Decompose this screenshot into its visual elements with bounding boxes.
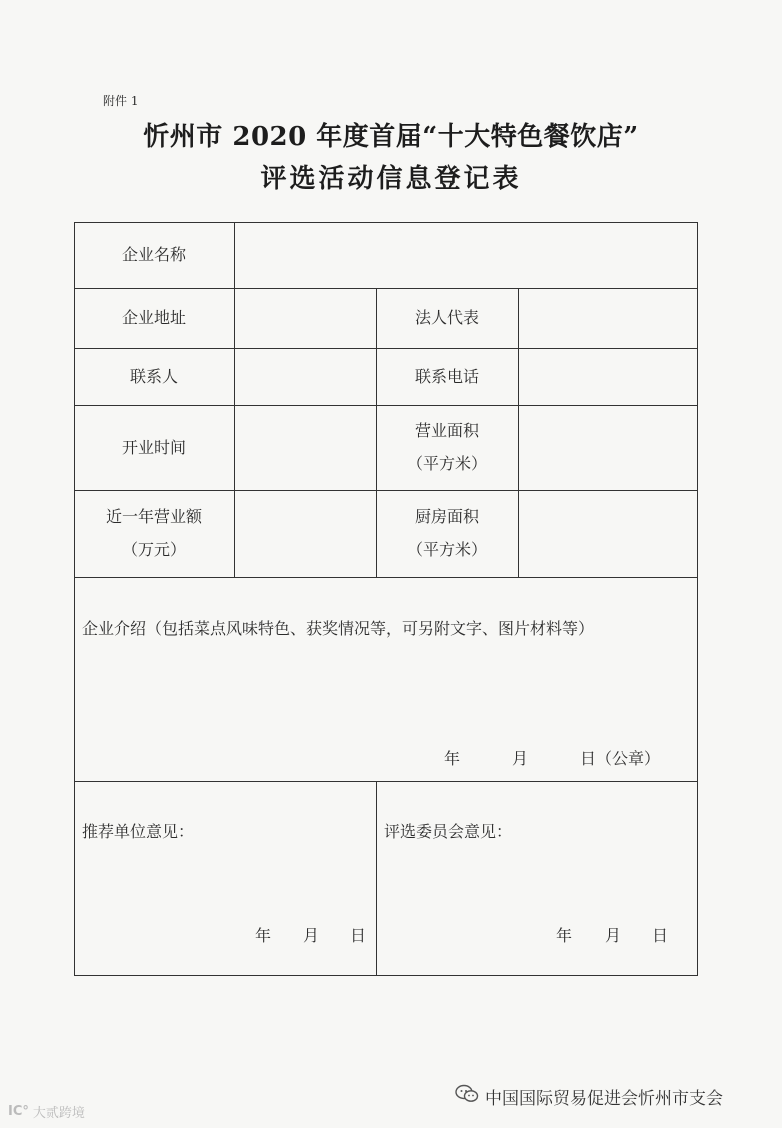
table-border-right: [697, 222, 698, 976]
contact-phone-label: 联系电话: [414, 366, 479, 386]
company-name-field[interactable]: [235, 223, 697, 288]
source-footer: [455, 1084, 723, 1109]
recommend-date-month: 月: [303, 926, 320, 945]
company-intro-label: 企业介绍（包括菜点风味特色、获奖情况等，可另附文字、图片材料等）: [82, 619, 595, 638]
committee-date-day: 日: [652, 926, 669, 945]
annual-revenue-field[interactable]: [235, 491, 376, 577]
company-address-label: 企业地址: [121, 308, 186, 327]
watermark-logo-icon: IC°: [8, 1104, 29, 1119]
contact-field[interactable]: [235, 349, 376, 405]
table-rule: [74, 577, 698, 578]
legal-rep-label: 法人代表: [414, 308, 479, 327]
table-border-bottom: [74, 975, 698, 976]
intro-date-month: 月: [512, 749, 529, 768]
wechat-icon: [455, 1084, 479, 1109]
company-name-label: 企业名称: [121, 245, 186, 264]
intro-date-day: 日（公章）: [580, 749, 661, 768]
document-title-line1: 忻州市 2020 年度首届“十大特色餐饮店”: [143, 122, 639, 152]
business-area-label: 营业面积 （平方米）: [406, 421, 487, 473]
committee-opinion-field[interactable]: [378, 845, 696, 915]
contact-phone-field[interactable]: [519, 349, 697, 405]
recommend-opinion-field[interactable]: [76, 845, 374, 915]
table-rule: [74, 781, 698, 782]
recommend-date-year: 年: [255, 926, 272, 945]
company-intro-field[interactable]: [76, 640, 696, 740]
watermark-text: 大贰跨境: [32, 1106, 85, 1121]
committee-date-month: 月: [605, 926, 622, 945]
legal-rep-field[interactable]: [519, 289, 697, 348]
intro-date-year: 年: [444, 749, 461, 768]
committee-date-year: 年: [556, 926, 573, 945]
committee-opinion-label: 评选委员会意见：: [384, 822, 513, 841]
kitchen-area-label: 厨房面积 （平方米）: [406, 507, 487, 559]
watermark: [8, 1102, 85, 1121]
kitchen-area-field[interactable]: [519, 491, 697, 577]
company-address-field[interactable]: [235, 289, 376, 348]
contact-label: 联系人: [129, 366, 178, 386]
business-area-field[interactable]: [519, 406, 697, 490]
document-title-line2: 评选活动信息登记表: [260, 164, 522, 194]
recommend-date-day: 日: [350, 926, 367, 945]
open-time-field[interactable]: [235, 406, 376, 490]
open-time-label: 开业时间: [121, 437, 186, 457]
attachment-label: 附件 1: [103, 94, 139, 108]
source-text: 中国国际贸易促进会忻州市支会: [485, 1089, 723, 1109]
recommend-opinion-label: 推荐单位意见：: [82, 822, 195, 841]
annual-revenue-label: 近一年营业额 （万元）: [105, 507, 202, 559]
